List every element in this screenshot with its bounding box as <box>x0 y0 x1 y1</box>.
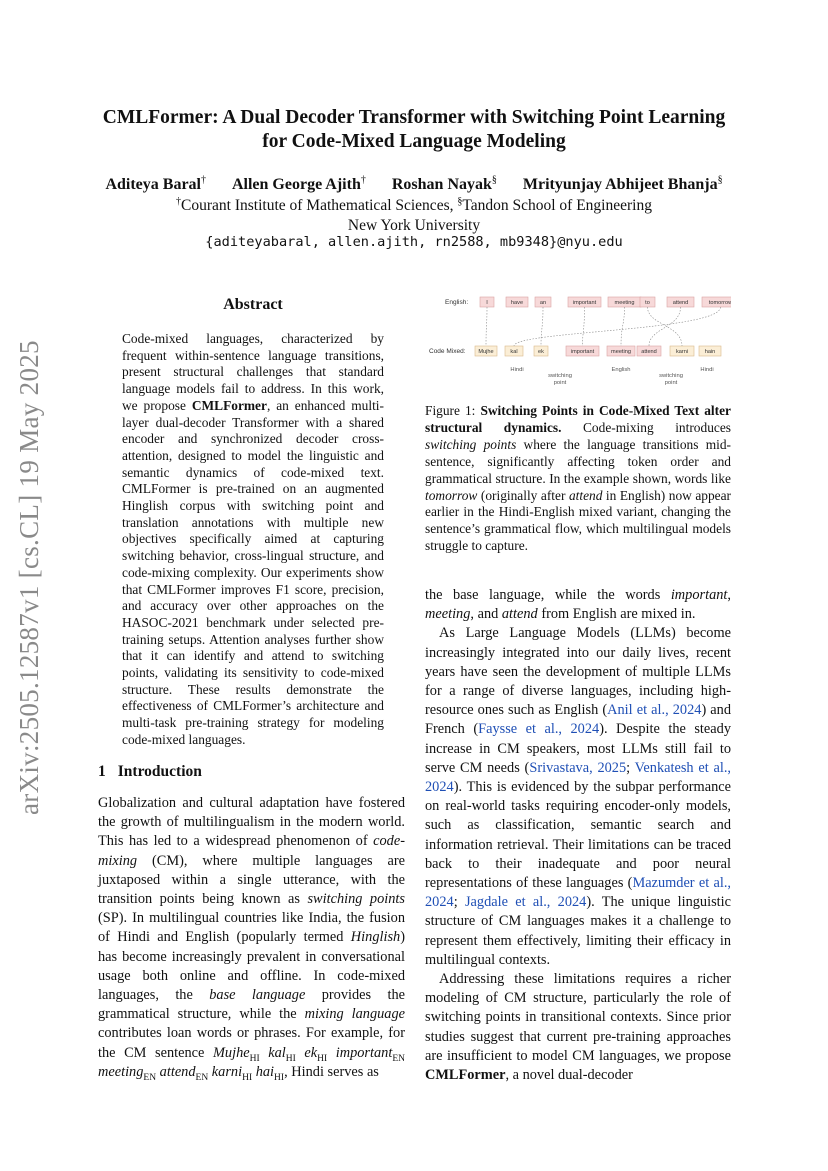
citation-link[interactable]: Venkatesh et al., 2024 <box>425 759 732 796</box>
citation-link[interactable]: Anil et al., 2024 <box>607 702 702 719</box>
abstract-body: Code-mixed languages, characterized by frequent within-sentence language transitions, present structural challenges that standard language models fail to address. In this work, we propose CMLFormer, an enhanced multi-layer dual-decoder Transformer with a shared encoder and synchronized decoder cross-attention, designed to model the linguistic and semantic dynamics of code-mixed text. CMLFormer is pre-trained on an augmented Hinglish corpus with switching point and translation annotations with multiple new objectives specifically aimed at capturing switching behavior, cross-lingual structure, and code-mixing complexity. Our experiments show that CMLFormer improves F1 score, precision, and accuracy over other approaches on the HASOC-2021 benchmark under selected pre-training setups. Attention analyses further show that it can identify and attend to switching points, validating its sensitivity to code-mixed structure. These results demonstrate the effectiveness of CMLFormer’s architecture and multi-task pre-training strategy for modeling code-mixed languages. <box>122 331 384 747</box>
en-token-5: to <box>645 300 650 307</box>
lang-label-sp1a: switching <box>548 373 572 379</box>
alignment-link <box>621 307 625 346</box>
citation-link[interactable]: Jagdale et al., 2024 <box>464 894 587 911</box>
figure-diagram <box>425 289 731 393</box>
lang-label-hindi-2: Hindi <box>700 367 714 373</box>
alignment-link <box>541 307 543 346</box>
token-alignment-lines <box>486 307 721 346</box>
citation-link[interactable]: Mazumder et al., 2024 <box>425 875 731 911</box>
cm-token-5: attend <box>641 349 657 356</box>
en-token-3: important <box>572 300 597 307</box>
arxiv-sidebar-id: arXiv:2505.12587v1 [cs.CL] 19 May 2025 <box>14 340 44 815</box>
paper-title <box>0 106 828 154</box>
en-token-4: meeting <box>614 300 635 307</box>
en-token-1: have <box>510 300 524 307</box>
lang-label-english: English <box>611 367 631 373</box>
citation-link[interactable]: Faysse et al., 2024 <box>478 721 600 738</box>
figure-switching-points <box>425 289 731 393</box>
alignment-link <box>514 307 721 346</box>
en-token-0: I <box>486 300 488 307</box>
cm-token-6: karni <box>675 349 689 356</box>
author-4: Mrityunjay Abhijeet Bhanja§ <box>522 174 723 193</box>
author-3: Roshan Nayak§ <box>391 174 497 193</box>
cm-row-label: Code Mixed: <box>429 348 466 355</box>
english-token-row <box>480 297 731 307</box>
cm-token-7: hain <box>704 349 716 356</box>
en-token-7: tomorrow <box>708 300 731 307</box>
cm-token-2: ek <box>538 349 544 356</box>
lang-label-sp2a: switching <box>659 373 683 379</box>
intro-paragraph-left: Globalization and cultural adaptation have fostered the growth of multilingualism in the modern world. This has led to a widespread phenomenon of code-mixing (CM), where multiple languages are juxtaposed within a single utterance, with the transition points being known as switching points (SP). In multilingual countries like India, the fusion of Hindi and English (popularly termed Hinglish) has become increasingly prevalent in conversational usage both online and offline. In code-mixed languages, the base language provides the grammatical structure, while the mixing language contributes loan words or phrases. For example, for the CM sentence Mujhe$_{HI}$ kal$_{HI}$ $ek_{HI}$ important$_{EN}$ meeting$_{EN}$ attend$_{EN}$ karni$_{HI}$ hai$_{HI}$, Hindi serves as <box>98 795 406 1083</box>
cm-token-3: important <box>570 349 595 356</box>
lang-label-hindi-1: Hindi <box>510 367 524 373</box>
citation-link[interactable]: Srivastava, 2025 <box>529 759 627 776</box>
title-line-1: CMLFormer: A Dual Decoder Transformer with Switching Point Learning <box>102 107 726 128</box>
author-emails: {aditeyabaral, allen.ajith, rn2588, mb9348}@nyu.edu <box>205 234 623 250</box>
title-line-2: for Code-Mixed Language Modeling <box>262 131 566 152</box>
cm-token-4: meeting <box>611 349 631 356</box>
author-1: Aditeya Baral† <box>105 174 206 193</box>
en-token-2: an <box>539 300 547 307</box>
author-2: Allen George Ajith† <box>231 174 366 193</box>
author-list <box>0 176 828 194</box>
english-row-label: English: <box>445 299 469 306</box>
cm-token-row <box>475 346 721 356</box>
alignment-link <box>583 307 585 346</box>
alignment-link <box>649 307 681 346</box>
language-labels <box>510 367 713 386</box>
en-token-6: attend <box>672 300 689 307</box>
cm-token-0: Mujhe <box>478 349 494 356</box>
affiliations: †Courant Institute of Mathematical Sciences, §Tandon School of Engineering New York University <box>0 196 828 236</box>
lang-label-sp1b: point <box>553 380 567 386</box>
abstract-heading: Abstract <box>223 296 283 313</box>
university: New York University <box>347 217 481 234</box>
figure-caption: Figure 1: Switching Points in Code-Mixed Text alter structural dynamics. Code-mixing introduces switching points where the language transitions mid-sentence, significantly affecting token order and grammatical structure. In the example shown, words like tomorrow (originally after attend in English) now appear earlier in the Hindi-English mixed variant, changing the sentence’s grammatical flow, which multilingual models struggle to capture. <box>425 403 731 554</box>
intro-paragraph-right: the base language, while the words important, meeting, and attend from English are mixed in. As Large Language Models (LLMs) become increasingly integrated into our daily lives, recent years have seen the development of multiple LLMs for a range of diverse languages, including high-resource ones such as English (Anil et al., 2024) and French (Faysse et al., 2024). Despite the steady increase in CM speakers, most LLMs still fail to serve CM needs (Srivastava, 2025; Venkatesh et al., 2024). This is evidenced by the subpar performance on real-world tasks requiring encoder-only models, such as classification, semantic search and information retrieval. Their limitations can be traced back to their inadequate and poor neural representations of these languages (Mazumder et al., 2024; Jagdale et al., 2024). The unique linguistic structure of CM languages makes it a challenge to represent them effectively, limiting their efficacy in multilingual contexts. Addressing these limitations requires a richer modeling of CM structure, particularly the role of switching points in transitional contexts. Since prior studies suggest that current pre-training approaches are insufficient to model CM languages, we propose CMLFormer, a novel dual-decoder <box>425 587 732 1084</box>
cm-token-1: kal <box>510 349 518 356</box>
alignment-link <box>486 307 487 346</box>
section-heading: 1 Introduction <box>98 763 202 780</box>
lang-label-sp2b: point <box>664 380 678 386</box>
